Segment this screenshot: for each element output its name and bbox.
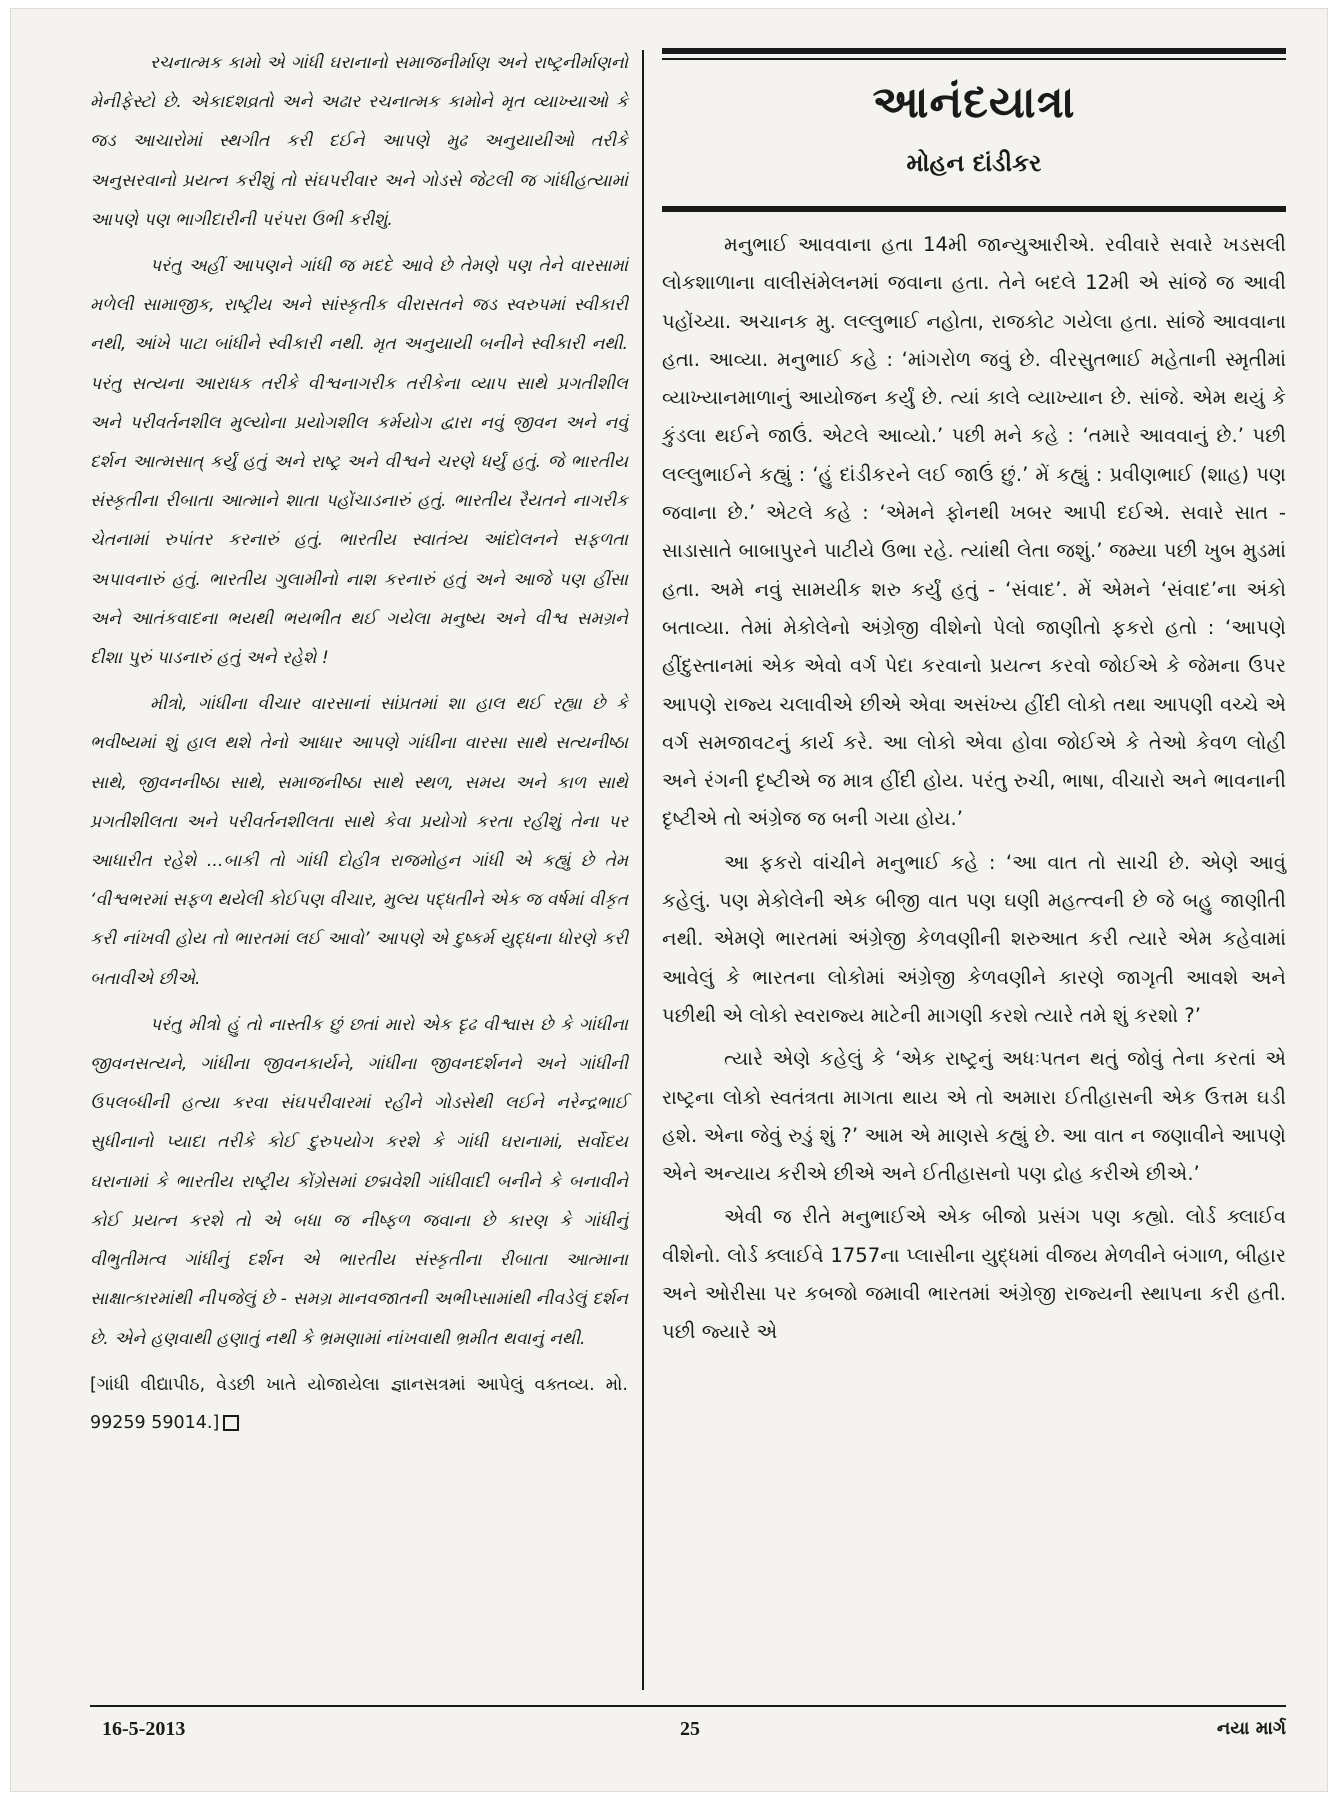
column-divider [642,50,644,1690]
left-column [90,44,628,1449]
article-body [662,226,1286,1352]
left-paragraph-1: રચનાત્મક કામો એ ગાંધી ઘરાનાનો સમાજનીર્માણ અને રાષ્ટ્રનીર્માણનો મેનીફેસ્ટો છે. એકાદશવ્રતો અને અઢાર રચનાત્મક કામોને મૃત વ્યાખ્યાઓ કે જડ આચારોમાં સ્થગીત કરી દઈને આપણે મુઢ અનુયાયીઓ તરીકે અનુસરવાનો પ્રયત્ન કરીશું તો સંઘપરીવાર અને ગોડસે જેટલી જ ગાંધીહત્યામાં આપણે પણ ભાગીદારીની પરંપરા ઉભી કરીશું. [90,53,628,230]
left-paragraph-3: મીત્રો, ગાંધીના વીચાર વારસાનાં સાંપ્રતમાં શા હાલ થઈ રહ્યા છે કે ભવીષ્યમાં શું હાલ થશે તેનો આધાર આપણે ગાંધીના વારસા સાથે સત્યનીષ્ઠા સાથે, જીવનનીષ્ઠા સાથે, સમાજનીષ્ઠા સાથે સ્થળ, સમય અને કાળ સાથે પ્રગતીશીલતા અને પરીવર્તનશીલતા સાથે કેવા પ્રયોગો કરતા રહીશું તેના પર આધારીત રહેશે ...બાકી તો ગાંધી દોહીત્ર રાજમોહન ગાંધી એ કહ્યું છે તેમ ‘વીશ્વભરમાં સફળ થયેલી કોઈપણ વીચાર, મુલ્ય પદ્ધતીને એક જ વર્ષમાં વીકૃત કરી નાંખવી હોય તો ભારતમાં લઈ આવો’ આપણે એ દુષ્કર્મ યુદ્ધના ધોરણે કરી બતાવીએ છીએ. [90,694,628,989]
footer-rule [90,1705,1286,1707]
newspaper-page [10,8,1328,1792]
footer-date: 16-5-2013 [102,1718,186,1740]
speech-credit-text: [ગાંધી વીદ્યાપીઠ, વેડછી ખાતે યોજાયેલા જ્ઞાનસત્રમાં આપેલું વક્તવ્ય. મો. 99259 59014.] [90,1374,628,1433]
header-rule-thin [662,58,1286,60]
header-rule-top [662,48,1286,54]
article-paragraph-2: આ ફકરો વાંચીને મનુભાઈ કહે : ‘આ વાત તો સાચી છે. એણે આવું કહેલું. પણ મેકોલેની એક બીજી વાત પણ ઘણી મહત્ત્વની છે જે બહુ જાણીતી નથી. એમણે ભારતમાં અંગ્રેજી કેળવણીની શરુઆત કરી ત્યારે એમ કહેવામાં આવેલું કે ભારતના લોકોમાં અંગ્રેજી કેળવણીને કારણે જાગૃતી આવશે અને પછીથી એ લોકો સ્વરાજ્ય માટેની માગણી કરશે ત્યારે તમે શું કરશો ?’ [662,850,1286,1027]
header-rule-bottom [662,206,1286,212]
left-paragraph-4: પરંતુ મીત્રો હું તો નાસ્તીક છું છતાં મારો એક દૃઢ વીશ્વાસ છે કે ગાંધીના જીવનસત્યને, ગાંધીના જીવનકાર્યને, ગાંધીના જીવનદર્શનને અને ગાંધીની ઉપલબ્ધીની હત્યા કરવા સંઘપરીવારમાં રહીને ગોડસેથી લઈને નરેન્દ્રભાઈ સુધીનાનો પ્યાદા તરીકે કોઈ દુરુપયોગ કરશે કે ગાંધી ઘરાનામાં, સર્વોદય ઘરાનામાં કે ભારતીય રાષ્ટ્રીય કોંગ્રેસમાં છદ્મવેશી ગાંધીવાદી બનીને કે બનાવીને કોઈ પ્રયત્ન કરશે તો એ બધા જ નીષ્ફળ જવાના છે કારણ કે ગાંધીનું વીભુતીમત્વ ગાંધીનું દર્શન એ ભારતીય સંસ્કૃતીના રીબાતા આત્માના સાક્ષાત્કારમાંથી નીપજેલું છે - સમગ્ર માનવજાતની અભીપ્સામાંથી નીવડેલું દર્શન છે. એને હણવાથી હણાતું નથી કે ભ્રમણામાં નાંખવાથી ભ્રમીત થવાનું નથી. [90,1014,628,1349]
speech-credit [90,1366,628,1442]
article-paragraph-3: ત્યારે એણે કહેલું કે ‘એક રાષ્ટ્રનું અધઃપતન થતું જોવું તેના કરતાં એ રાષ્ટ્રના લોકો સ્વતંત્રતા માગતા થાય એ તો અમારા ઈતીહાસની એક ઉત્તમ ઘડી હશે. એના જેવું રુડું શું ?’ આમ એ માણસે કહ્યું છે. આ વાત ન જણાવીને આપણે એને અન્યાય કરીએ છીએ અને ઈતીહાસનો પણ દ્રોહ કરીએ છીએ.’ [662,1047,1286,1186]
right-column [662,48,1286,1357]
article-paragraph-1: મનુભાઈ આવવાના હતા 14મી જાન્યુઆરીએ. રવીવારે સવારે ખડસલી લોકશાળાના વાલીસંમેલનમાં જવાના હતા. તેને બદલે 12મી એ સાંજે જ આવી પહોંચ્યા. અચાનક મુ. લલ્લુભાઈ નહોતા, રાજકોટ ગયેલા હતા. સાંજે આવવાના હતા. આવ્યા. મનુભાઈ કહે : ‘માંગરોળ જવું છે. વીરસુતભાઈ મહેતાની સ્મૃતીમાં વ્યાખ્યાનમાળાનું આયોજન કર્યું છે. ત્યાં કાલે વ્યાખ્યાન છે. સાંજે. એમ થયું કે કુંડલા થઈને જાઉં. એટલે આવ્યો.’ પછી મને કહે : ‘તમારે આવવાનું છે.’ પછી લલ્લુભાઈને કહ્યું : ‘હું દાંડીકરને લઈ જાઉં છું.’ મેં કહ્યું : પ્રવીણભાઈ (શાહ) પણ જવાના છે.’ એટલે કહે : ‘એમને ફોનથી ખબર આપી દઈએ. સવારે સાત - સાડાસાતે બાબાપુરને પાટીયે ઉભા રહે. ત્યાંથી લેતા જશું.’ જમ્યા પછી ખુબ મુડમાં હતા. અમે નવું સામયીક શરુ કર્યું હતું - ‘સંવાદ’. મેં એમને ‘સંવાદ’ના અંકો બતાવ્યા. તેમાં મેકોલેનો અંગ્રેજી વીશેનો પેલો જાણીતો ફકરો હતો : ‘આપણે હીંદુસ્તાનમાં એક એવો વર્ગ પેદા કરવાનો પ્રયત્ન કરવો જોઈએ કે જેમના ઉપર આપણે રાજ્ય ચલાવીએ છીએ એવા અસંખ્ય હીંદી લોકો તથા આપણી વચ્ચે એ વર્ગ સમજાવટનું કાર્ય કરે. આ લોકો એવા હોવા જોઈએ કે તેઓ કેવળ લોહી અને રંગની દૃષ્ટીએ જ માત્ર હીંદી હોય. પરંતુ રુચી, ભાષા, વીચારો અને ભાવનાની દૃષ્ટીએ તો અંગ્રેજ જ બની ગયા હોય.’ [662,233,1286,831]
page-number: 25 [680,1718,700,1740]
magazine-name: નયા માર્ગ [1216,1718,1286,1739]
article-title: આનંદયાત્રા [872,77,1076,128]
article-author: મોહન દાંડીકર [906,149,1042,177]
article-paragraph-4: એવી જ રીતે મનુભાઈએ એક બીજો પ્રસંગ પણ કહ્યો. લોર્ડ ક્લાઈવ વીશેનો. લોર્ડ ક્લાઈવે 1757ના પ્લાસીના યુદ્ધમાં વીજય મેળવીને બંગાળ, બીહાર અને ઓરીસા પર કબજો જમાવી ભારતમાં અંગ્રેજી રાજ્યની સ્થાપના કરી હતી. પછી જ્યારે એ [662,1205,1286,1344]
left-paragraph-2: પરંતુ અહીં આપણને ગાંધી જ મદદે આવે છે તેમણે પણ તેને વારસામાં મળેલી સામાજીક, રાષ્ટ્રીય અને સાંસ્કૃતીક વીરાસતને જડ સ્વરુપમાં સ્વીકારી નથી, આંખે પાટા બાંધીને સ્વીકારી નથી. મૃત અનુયાયી બનીને સ્વીકારી નથી. પરંતુ સત્યના આરાધક તરીકે વીશ્વનાગરીક તરીકેના વ્યાપ સાથે પ્રગતીશીલ અને પરીવર્તનશીલ મુલ્યોના પ્રયોગશીલ કર્મયોગ દ્વારા નવું જીવન અને નવું દર્શન આત્મસાત્ કર્યું હતું અને રાષ્ટ્ર અને વીશ્વને ચરણે ધર્યું હતું. જે ભારતીય સંસ્કૃતીના રીબાતા આત્માને શાતા પહોંચાડનારું હતું. ભારતીય રૈયતને નાગરીક ચેતનામાં રુપાંતર કરનારું હતું. ભારતીય સ્વાતંત્ર્ય આંદોલનને સફળતા અપાવનારું હતું. ભારતીય ગુલામીનો નાશ કરનારું હતું અને આજે પણ હીંસા અને આતંકવાદના ભયથી ભયભીત થઈ ગયેલા મનુષ્ય અને વીશ્વ સમગ્રને દીશા પુરું પાડનારું હતું અને રહેશે ! [90,256,628,669]
hollow-square-icon [223,1415,239,1431]
